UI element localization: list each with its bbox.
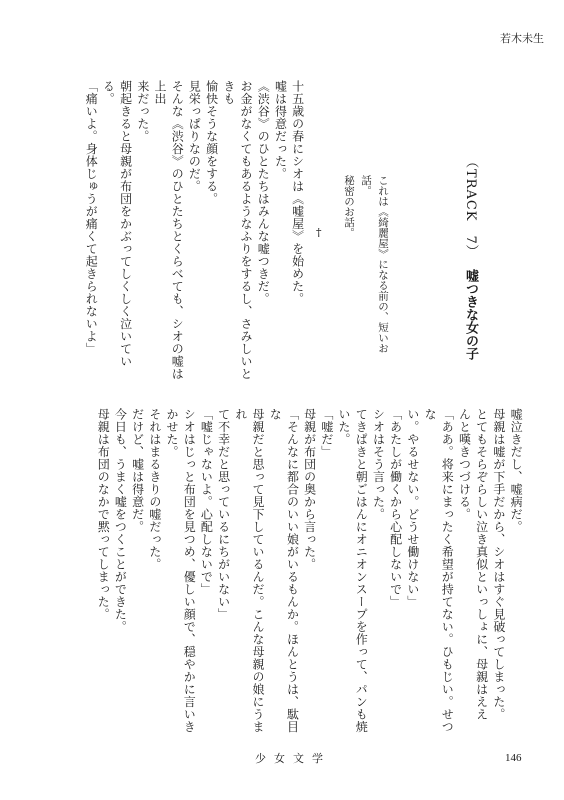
- section-divider: †: [316, 226, 322, 239]
- page-number: 146: [505, 752, 522, 764]
- author-name: 若木未生: [500, 32, 544, 45]
- story-title: 嘘つきな女の子: [463, 268, 478, 360]
- track-label: （TRACK 7）: [463, 155, 478, 259]
- story-title-block: [462, 155, 478, 360]
- body-text-upper: 十五歳の春にシオは《嘘屋》を始めた。 嘘は得意だった。 《渋谷》のひとたちはみんな嘘つきだ。 お金がなくてもあるようなふりをするし、さみしいときも 愉快そうな顔をする。 見栄っぱりなのだ。 そんな《渋谷》のひとたちとくらべても、シオの嘘は上出 来だった。 朝起きると母親が布団をかぶってしくしく泣いている。 「痛いよ。身体じゅうが痛くて起きられないよ」: [84, 80, 305, 380]
- body-text-lower: 嘘泣きだし、嘘病だ。 母親は嘘が下手だから、シオはすぐ見破ってしまった。 とてもそらぞらしい泣き真似といっしょに、母親はええ んと嘆きつづける。 「ああ。将来にまったく希望が持てない。ひもじい。せつな い。やるせない。どうせ働けない」 「あたしが働くから心配しないで」 シオはそう言った。 てきぱきと朝ごはんにオニオンスープを作って、パンも焼 いた。 「嘘だ」 母親が布団の奥から言った。 「そんなに都合のいい娘がいるもんか。ほんとうは、駄目な 母親だと思って見下しているんだ。こんな母親の娘にうまれ て不幸だと思っているにちがいない」 「嘘じゃないよ。心配しないで」 シオはじっと布団を見つめ、優しい顔で、穏やかに言いき かせた。 それはまるきりの嘘だった。 だけど、嘘は得意だ。 今日も、うまく嘘をつくことができた。 母親は布団のなかで黙ってしまった。: [96, 408, 524, 733]
- magazine-footer: 少女文学: [255, 752, 331, 765]
- lead-text: これは《綺麗屋》になる前の、短いお話。 秘密のお話。: [343, 175, 389, 354]
